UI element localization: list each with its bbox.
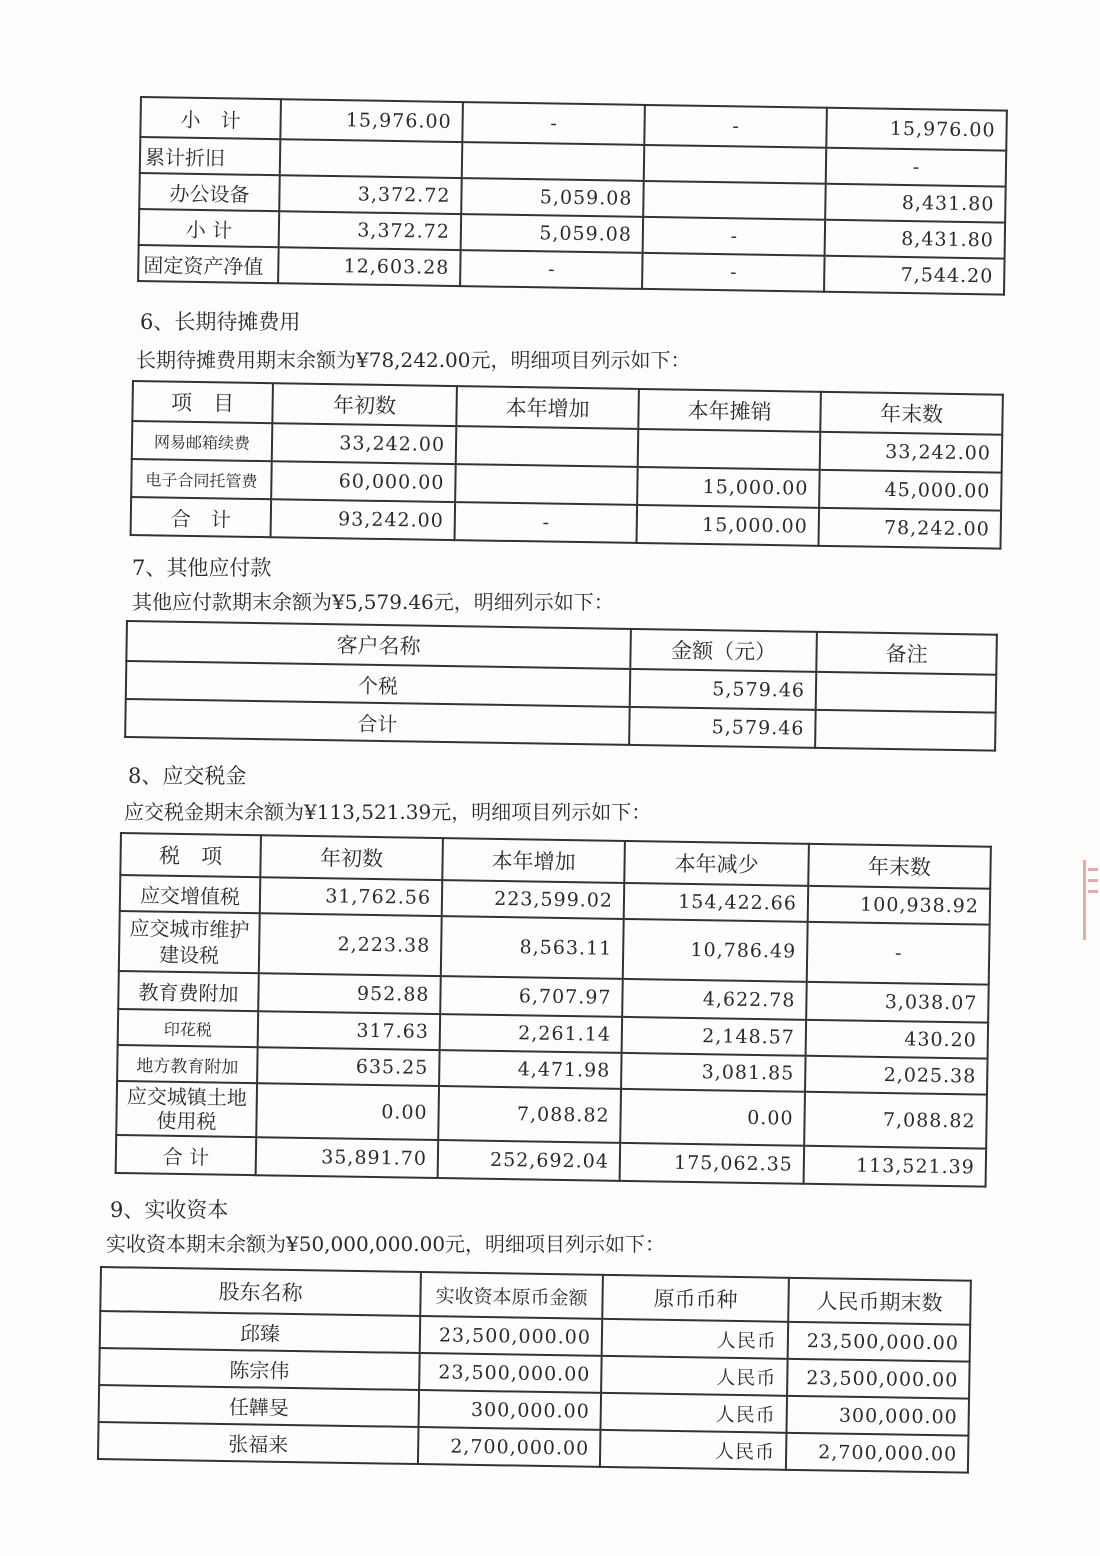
cell-value: 人民币	[601, 1356, 788, 1396]
cell-value: -	[455, 502, 638, 543]
cell-value: 7,088.82	[804, 1092, 987, 1149]
cell-value	[644, 145, 827, 184]
row-label: 小 计	[140, 97, 281, 139]
column-header: 本年摊销	[638, 389, 821, 432]
cell-value: 4,471.98	[439, 1050, 622, 1089]
row-label: 办公设备	[139, 173, 280, 211]
cell-value: 300,000.00	[419, 1390, 602, 1430]
deferred-expenses-table	[130, 380, 1004, 550]
cell-value: -	[826, 148, 1007, 187]
cell-value: 4,622.78	[622, 979, 807, 1020]
cell-value: 3,372.72	[279, 175, 462, 214]
cell-value: 15,976.00	[280, 99, 463, 142]
cell-value: 154,422.66	[624, 883, 809, 922]
cell-value: 300,000.00	[786, 1396, 969, 1436]
cell-value: 人民币	[600, 1393, 787, 1433]
cell-value: -	[460, 250, 643, 289]
column-header: 本年增加	[442, 838, 625, 883]
cell-value: 23,500,000.00	[420, 1316, 603, 1356]
shareholder-name: 任韡旻	[99, 1385, 420, 1427]
column-header: 年末数	[808, 844, 991, 889]
cell-value: 3,372.72	[279, 211, 462, 250]
cell-value: 33,242.00	[820, 432, 1003, 473]
cell-value: 23,500,000.00	[787, 1359, 970, 1399]
cell-value: 35,891.70	[256, 1137, 439, 1178]
column-header: 实收资本原币金额	[420, 1272, 603, 1319]
cell-value: 15,000.00	[637, 505, 820, 546]
row-label: 印花税	[118, 1009, 259, 1047]
section-description: 其他应付款期末余额为¥5,579.46元，明细列示如下：	[132, 590, 614, 614]
cell-value: 5,059.08	[461, 214, 644, 253]
cell-value	[280, 139, 463, 178]
column-header: 年初数	[272, 383, 457, 426]
cell-value: 2,148.57	[622, 1017, 807, 1056]
cell-value: 8,431.80	[825, 220, 1006, 259]
cell-value: -	[642, 253, 825, 292]
cell-value: -	[807, 922, 990, 985]
cell-value	[462, 142, 645, 181]
cell-value	[638, 429, 821, 470]
fixed-assets-table	[137, 96, 1008, 296]
row-label: 合 计	[116, 1135, 257, 1175]
row-label: 地方教育附加	[117, 1045, 258, 1083]
row-label: 小 计	[139, 209, 280, 247]
cell-value: -	[643, 217, 826, 256]
cell-value: 15,976.00	[826, 108, 1007, 151]
column-header: 年末数	[820, 392, 1003, 435]
column-header: 本年增加	[456, 386, 639, 429]
section-heading: 6、长期待摊费用	[140, 310, 301, 334]
cell-value: 223,599.02	[442, 880, 625, 919]
cell-value: 7,088.82	[438, 1086, 621, 1143]
column-header: 项 目	[132, 381, 273, 423]
taxes-payable-table	[115, 832, 992, 1188]
cell-value: 5,579.46	[630, 669, 817, 710]
row-label: 合计	[125, 699, 630, 745]
row-label: 合 计	[131, 497, 272, 537]
cell-value: -	[644, 105, 827, 148]
cell-value: 2,223.38	[259, 913, 442, 976]
section-description: 实收资本期末余额为¥50,000,000.00元，明细项目列示如下：	[106, 1232, 666, 1256]
row-label: 网易邮箱续费	[132, 421, 273, 461]
cell-value: 23,500,000.00	[419, 1353, 602, 1393]
column-header: 税 项	[120, 833, 261, 877]
section-description: 应交税金期末余额为¥113,521.39元，明细项目列示如下：	[124, 800, 652, 824]
cell-value	[643, 181, 826, 220]
row-label: 教育费附加	[118, 971, 259, 1011]
row-label: 电子合同托管费	[131, 459, 272, 499]
cell-value: 2,700,000.00	[786, 1433, 969, 1473]
cell-value: 100,938.92	[808, 886, 991, 925]
row-label: 累计折旧	[140, 137, 281, 175]
shareholder-name: 张福来	[98, 1422, 419, 1464]
cell-value: 人民币	[602, 1319, 789, 1359]
paid-in-capital-table	[97, 1266, 972, 1474]
column-header: 备注	[816, 632, 997, 675]
section-heading: 8、应交税金	[128, 764, 247, 788]
cell-value: 10,786.49	[623, 919, 808, 982]
cell-value: 635.25	[257, 1047, 440, 1086]
column-header: 股东名称	[100, 1267, 421, 1316]
row-label: 固定资产净值	[138, 245, 279, 283]
cell-value: 8,563.11	[441, 916, 624, 979]
column-header: 本年减少	[624, 841, 809, 886]
cell-value: 5,579.46	[629, 707, 816, 748]
column-header: 年初数	[260, 835, 443, 880]
cell-value: 2,025.38	[805, 1056, 988, 1095]
cell-value: 78,242.00	[818, 508, 1001, 549]
cell-value: 5,059.08	[461, 178, 644, 217]
cell-value: 317.63	[258, 1011, 441, 1050]
section-heading: 7、其他应付款	[132, 556, 272, 580]
cell-value: 31,762.56	[260, 877, 443, 916]
cell-value: 2,261.14	[440, 1014, 623, 1053]
cell-value: -	[462, 102, 645, 145]
cell-value: 45,000.00	[819, 470, 1002, 511]
column-header: 人民币期末数	[788, 1278, 971, 1325]
column-header: 原币币种	[602, 1275, 789, 1322]
row-label: 应交城镇土地使用税	[116, 1081, 257, 1137]
shareholder-name: 邱臻	[100, 1311, 421, 1353]
cell-value: 2,700,000.00	[418, 1427, 601, 1467]
cell-value	[456, 426, 639, 467]
row-label: 个税	[126, 661, 631, 707]
cell-value: 33,242.00	[272, 423, 457, 464]
cell-value	[815, 710, 996, 751]
cell-value	[816, 672, 997, 713]
cell-value: 23,500,000.00	[788, 1322, 971, 1362]
cell-value: 7,544.20	[824, 256, 1005, 295]
cell-value: 113,521.39	[804, 1146, 987, 1187]
other-payables-table	[124, 620, 998, 752]
seal-stamp-edge	[1083, 860, 1100, 940]
cell-value: 93,242.00	[271, 499, 456, 540]
cell-value: 人民币	[600, 1430, 787, 1470]
cell-value: 252,692.04	[438, 1140, 621, 1181]
cell-value: 3,081.85	[621, 1053, 806, 1092]
cell-value: 15,000.00	[637, 467, 820, 508]
section-heading: 9、实收资本	[110, 1198, 229, 1222]
cell-value	[455, 464, 638, 505]
cell-value: 0.00	[620, 1089, 805, 1146]
column-header: 客户名称	[126, 621, 631, 669]
cell-value: 12,603.28	[278, 247, 461, 286]
row-label: 应交增值税	[120, 875, 261, 913]
cell-value: 952.88	[258, 973, 441, 1014]
section-description: 长期待摊费用期末余额为¥78,242.00元，明细项目列示如下：	[136, 348, 691, 372]
cell-value: 8,431.80	[825, 184, 1006, 223]
shareholder-name: 陈宗伟	[99, 1348, 420, 1390]
cell-value: 175,062.35	[620, 1143, 805, 1184]
cell-value: 0.00	[256, 1083, 439, 1140]
row-label: 应交城市维护建设税	[119, 911, 260, 973]
cell-value: 3,038.07	[806, 982, 989, 1023]
cell-value: 6,707.97	[440, 976, 623, 1017]
cell-value: 60,000.00	[271, 461, 456, 502]
column-header: 金额（元）	[630, 629, 817, 672]
cell-value: 430.20	[806, 1020, 989, 1059]
